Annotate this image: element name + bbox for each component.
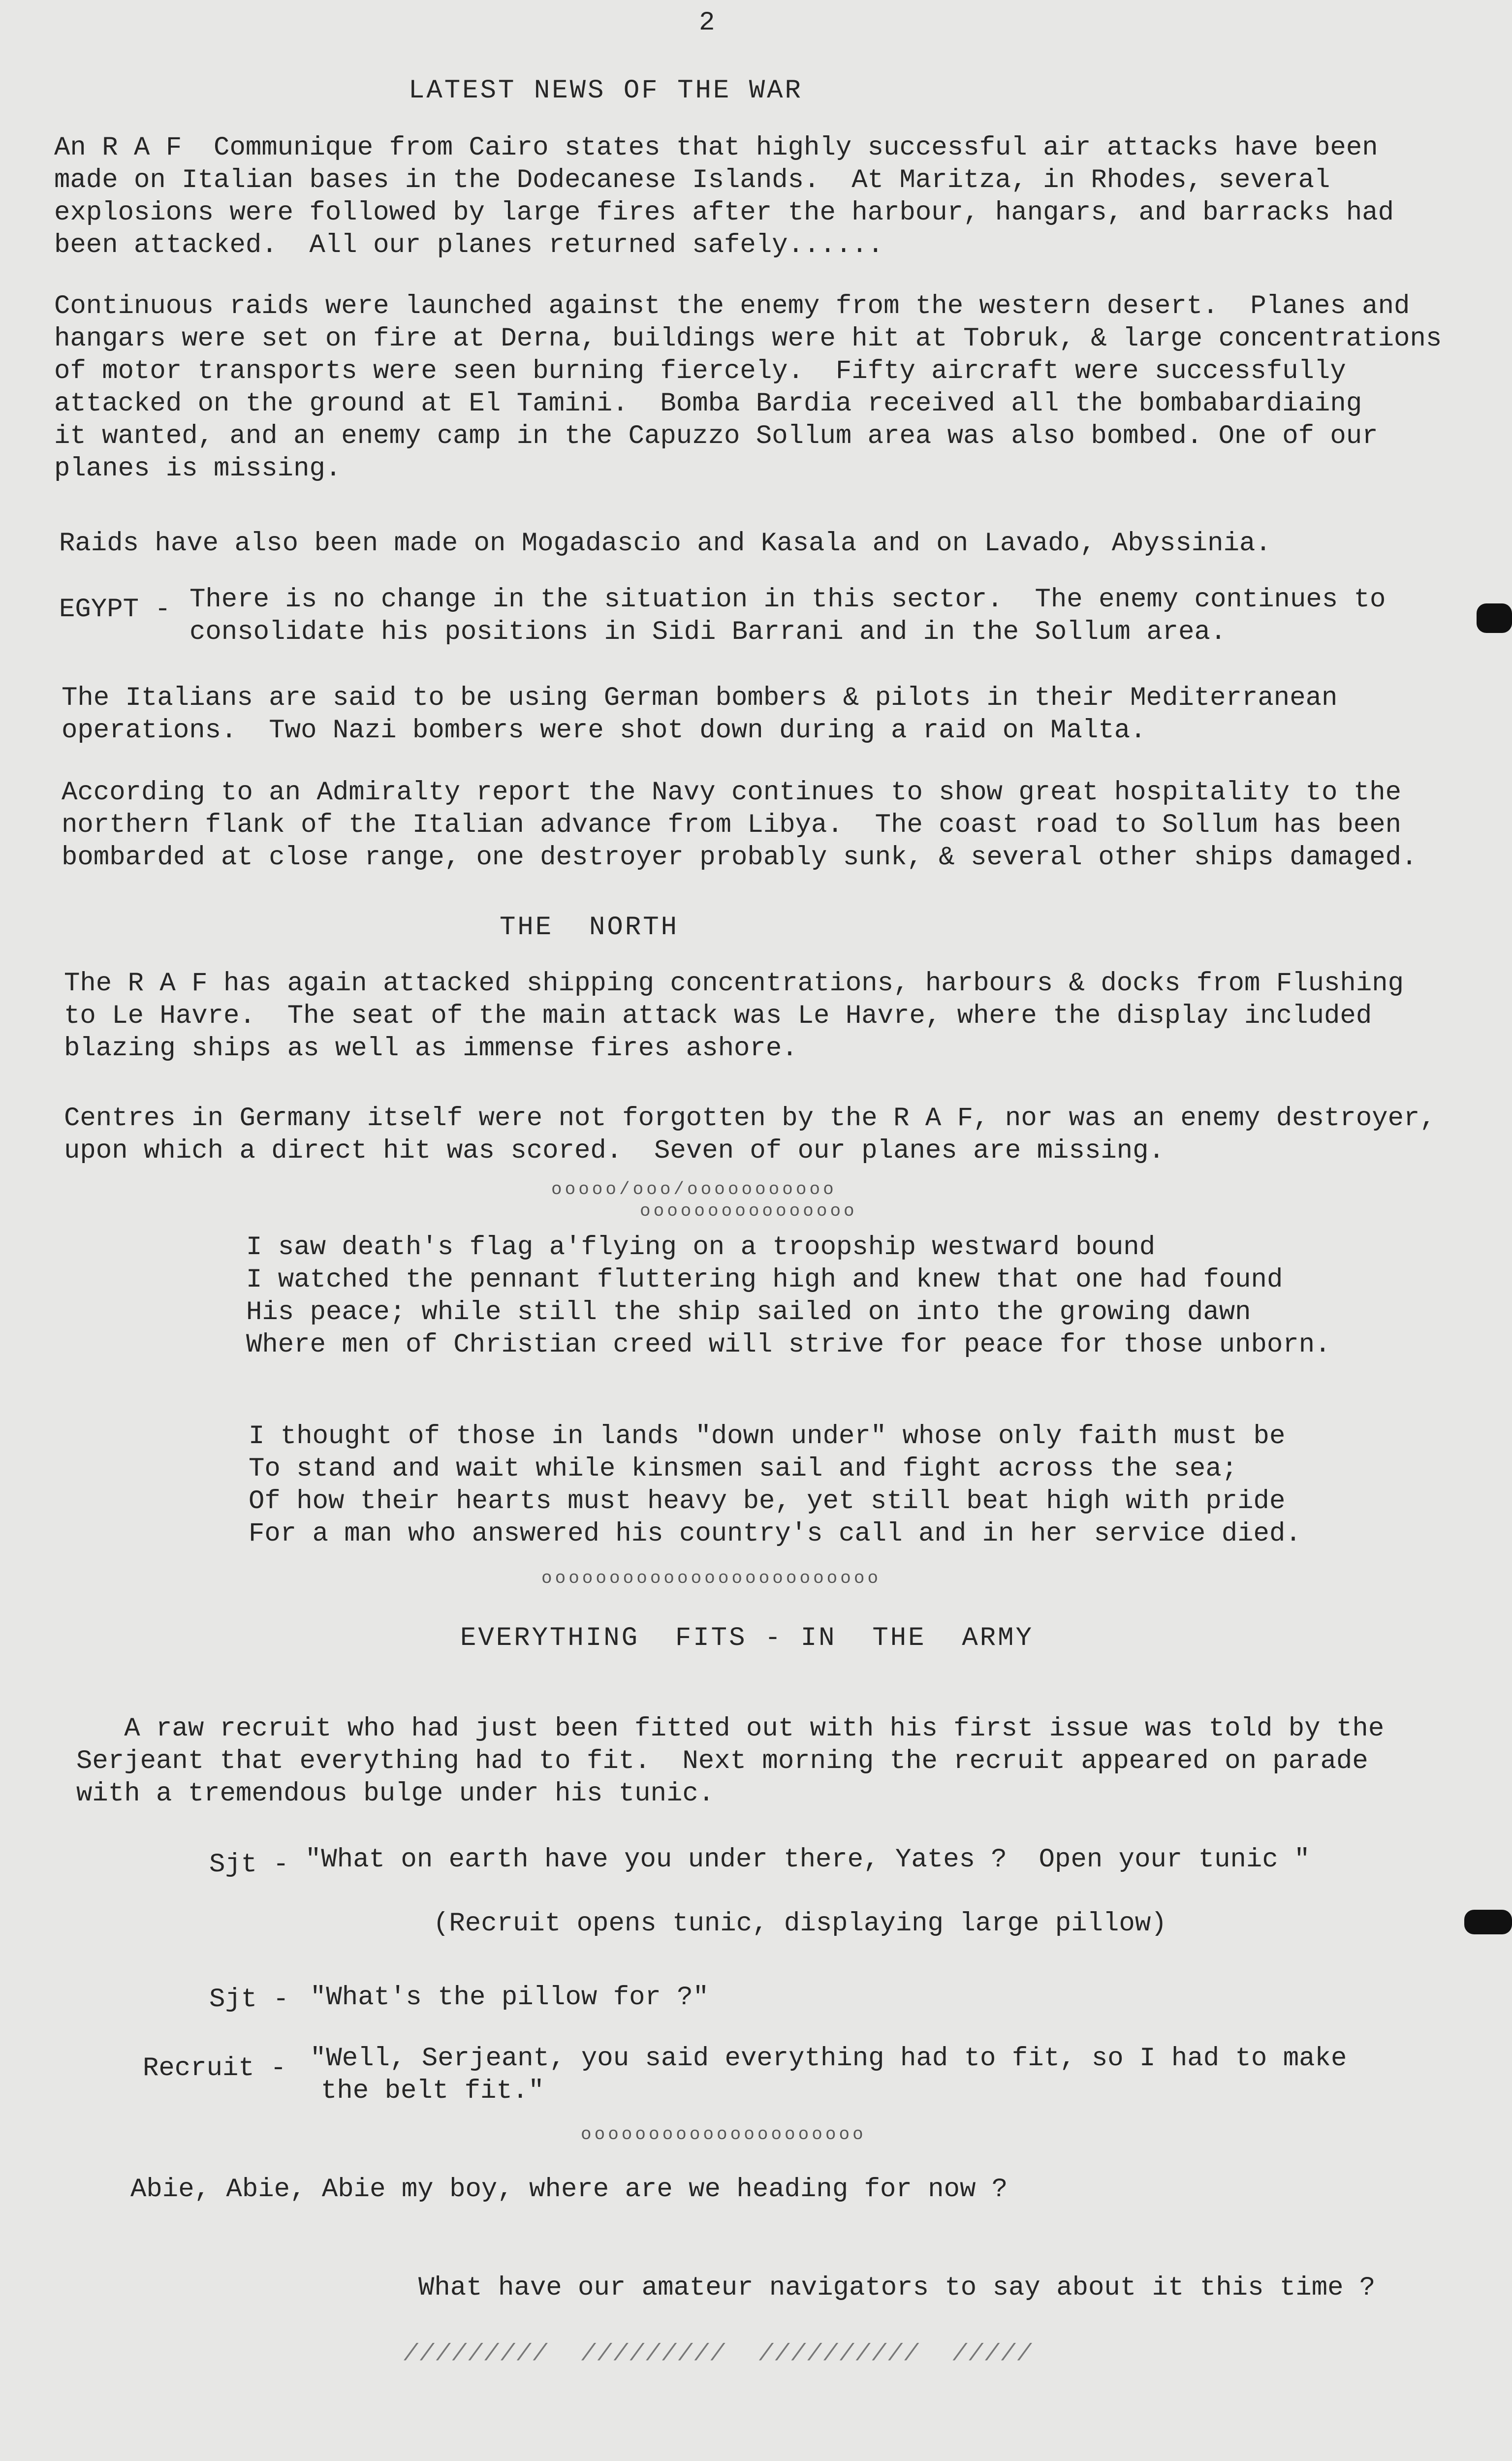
text-line: operations. Two Nazi bombers were shot down during a raid on Malta. [62,716,1146,746]
news-paragraph-6 [62,777,1417,874]
poem-line: I watched the pennant fluttering high and knew that one had found [246,1265,1283,1295]
text-line: Raids have also been made on Mogadascio and Kasala and on Lavado, Abyssinia. [59,529,1271,559]
news-paragraph-1 [54,132,1394,262]
text-line: upon which a direct hit was scored. Seven of our planes are missing. [64,1136,1165,1166]
text-line: to Le Havre. The seat of the main attack was Le Havre, where the display included [64,1001,1372,1031]
text-line: An R A F Communique from Cairo states that highly successful air attacks have been [54,133,1378,163]
text-line: made on Italian bases in the Dodecanese Islands. At Maritza, in Rhodes, several [54,165,1330,195]
dialogue-speaker: Sjt - [209,1850,289,1880]
text-line: it wanted, and an enemy camp in the Capuzzo Sollum area was also bombed. One of our [54,421,1378,451]
news-paragraph-2 [54,290,1442,485]
edge-ink-mark [1464,1910,1512,1934]
abie-line: Abie, Abie, Abie my boy, where are we heading for now ? [130,2175,1008,2205]
text-line: consolidate his positions in Sidi Barrani and in the Sollum area. [189,617,1227,647]
army-heading: EVERYTHING FITS - IN THE ARMY [460,1623,1034,1653]
text-line: Centres in Germany itself were not forgotten by the R A F, nor was an enemy destroyer, [64,1104,1436,1134]
north-heading: THE NORTH [500,913,679,943]
egypt-label: EGYPT - [59,595,171,625]
poem-line: To stand and wait while kinsmen sail and fight across the sea; [249,1454,1238,1484]
poem-line: His peace; while still the ship sailed on into the growing dawn [246,1297,1251,1327]
text-line: of motor transports were seen burning fiercely. Fifty aircraft were successfully [54,356,1346,386]
dialogue-speaker: Sjt - [209,1985,289,2015]
text-line: "Well, Serjeant, you said everything had to fit, so I had to make [310,2044,1347,2074]
dialogue-speaker: Recruit - [143,2053,286,2083]
text-line: According to an Admiralty report the Navy continues to show great hospitality to the [62,778,1402,808]
navigators-line: What have our amateur navigators to say about it this time ? [418,2273,1376,2303]
dialogue-line: "What's the pillow for ?" [310,1983,709,2013]
separator-dots: ooooooooooooooooooooooooo [541,1568,882,1588]
dialogue-line [310,2043,1347,2108]
north-paragraph-1 [64,968,1404,1065]
text-line: Serjeant that everything had to fit. Next morning the recruit appeared on parade [76,1746,1368,1776]
poem-line: For a man who answered his country's call and in her service died. [249,1519,1301,1549]
text-line: planes is missing. [54,454,342,484]
text-line: bombarded at close range, one destroyer probably sunk, & several other ships damaged. [62,843,1418,873]
text-line: There is no change in the situation in this sector. The enemy continues to [189,585,1386,615]
page-number: 2 [699,8,715,38]
edge-ink-mark [1477,603,1512,633]
poem-line: I saw death's flag a'flying on a troopship westward bound [246,1232,1156,1262]
poem-stanza-1 [246,1231,1331,1361]
text-line: the belt fit." [321,2076,544,2106]
poem-line: Of how their hearts must heavy be, yet still beat high with pride [249,1486,1286,1516]
text-line: with a tremendous bulge under his tunic. [76,1779,715,1809]
text-line: The R A F has again attacked shipping concentrations, harbours & docks from Flushing [64,969,1404,999]
text-line: hangars were set on fire at Derna, buildings were hit at Tobruk, & large concentrations [54,324,1442,354]
poem-stanza-2 [249,1420,1301,1550]
text-line: attacked on the ground at El Tamini. Bomba Bardia received all the bombabardiaing [54,389,1362,419]
page-title: LATEST NEWS OF THE WAR [409,76,803,106]
text-line: A raw recruit who had just been fitted out with his first issue was told by the [76,1714,1385,1744]
news-paragraph-3 [59,528,1271,560]
dialogue-line: "What on earth have you under there, Yates ? Open your tunic " [305,1845,1310,1875]
text-line: explosions were followed by large fires after the harbour, hangars, and barracks had [54,198,1394,228]
egypt-paragraph [189,584,1386,649]
text-line: Continuous raids were launched against the enemy from the western desert. Planes and [54,291,1410,321]
news-paragraph-5 [62,682,1337,747]
north-paragraph-2 [64,1103,1436,1167]
footer-marks: ///////// ///////// ////////// ///// [404,2341,1034,2367]
separator-dots: ooooooooooooooooooooo [581,2124,866,2145]
text-line: northern flank of the Italian advance from Libya. The coast road to Sollum has been [62,810,1402,840]
separator-dots: oooooooooooooooo [640,1201,857,1221]
poem-line: I thought of those in lands "down under" whose only faith must be [249,1421,1286,1451]
stage-direction: (Recruit opens tunic, displaying large pillow) [433,1909,1167,1939]
text-line: blazing ships as well as immense fires ashore. [64,1034,798,1064]
poem-line: Where men of Christian creed will strive for peace for those unborn. [246,1330,1331,1360]
text-line: been attacked. All our planes returned safely...... [54,230,884,260]
text-line: The Italians are said to be using German bombers & pilots in their Mediterranean [62,683,1338,713]
army-intro [76,1713,1384,1810]
separator-dots: ooooo/ooo/ooooooooooo [551,1179,837,1199]
